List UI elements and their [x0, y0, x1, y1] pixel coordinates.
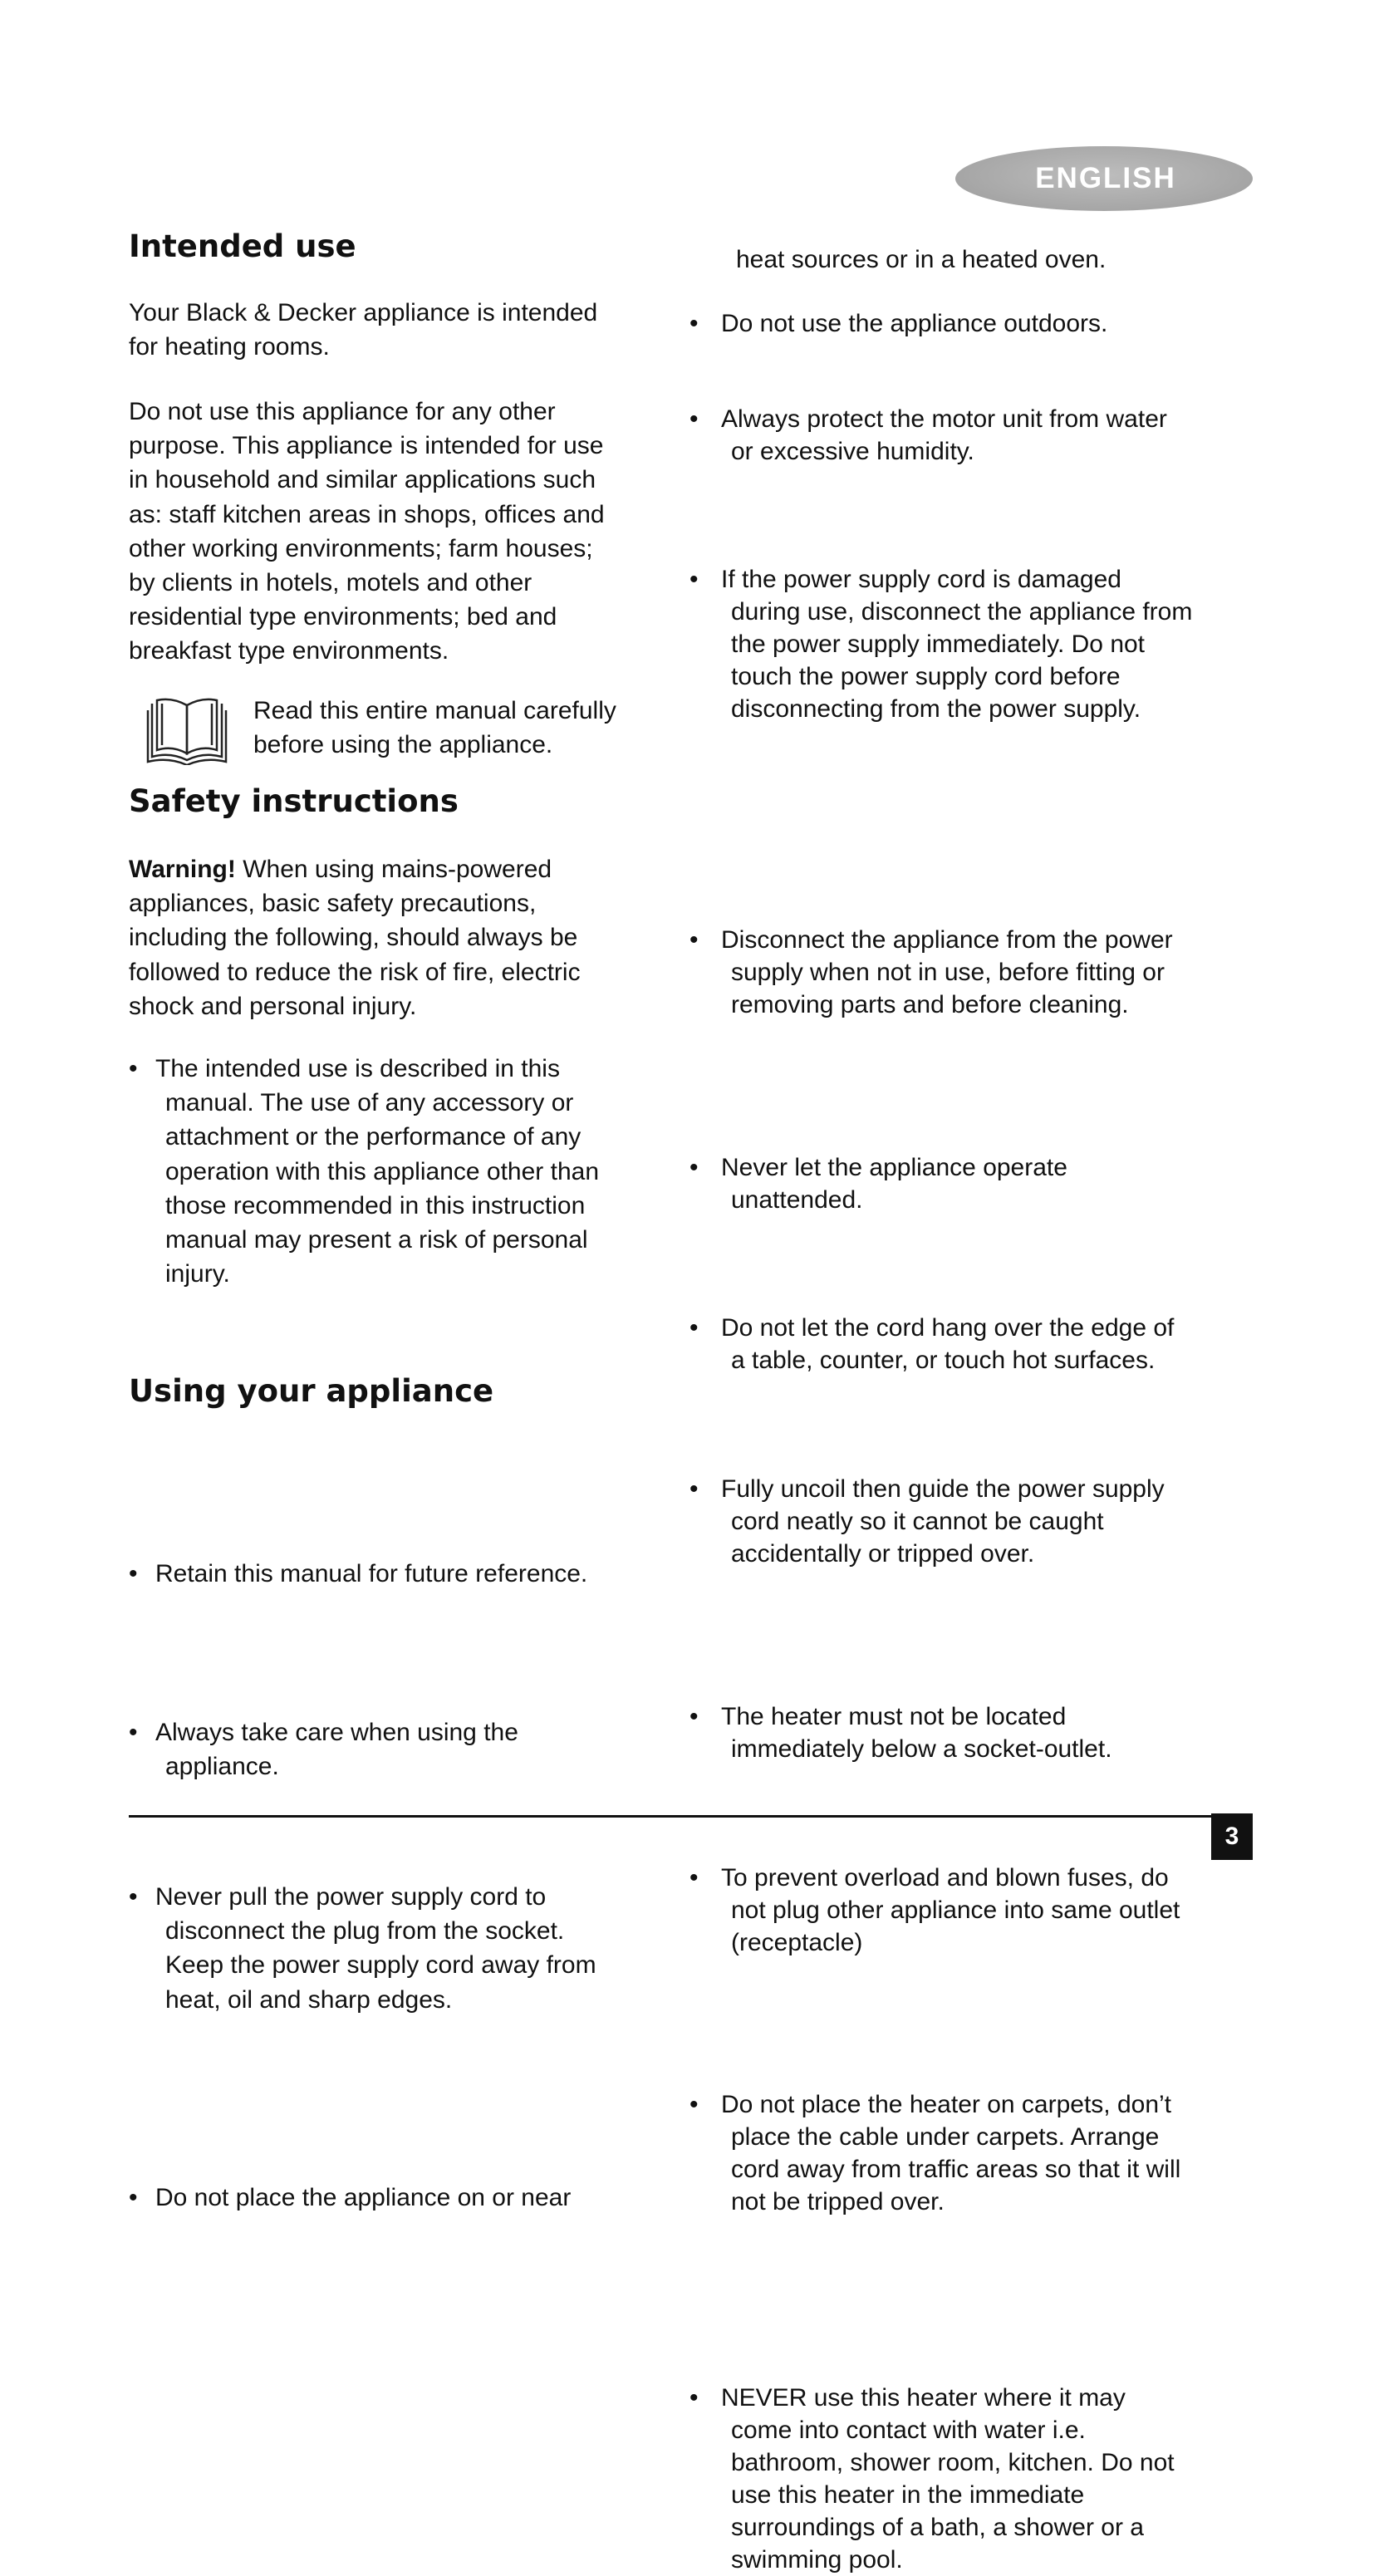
intended-use-paragraph-1: Your Black & Decker appliance is intended for heating rooms. — [129, 299, 598, 361]
list-item: • Disconnect the appliance from the power supply when not in use, before fitting or removing parts and before cleaning. — [689, 924, 1294, 1021]
list-item: • Do not let the cord hang over the edge of a table, counter, or touch hot surfaces. — [689, 1312, 1294, 1376]
bullet-icon: • — [689, 1475, 699, 1503]
bullet-icon: • — [129, 1560, 138, 1588]
safety-instructions-heading: Safety instructions — [129, 783, 459, 819]
bullet-icon: • — [689, 1154, 699, 1181]
list-item: • Fully uncoil then guide the power supply cord neatly so it cannot be caught accidentally or tripped over. — [689, 1473, 1294, 1570]
bullet-icon: • — [689, 405, 699, 433]
list-item: • Always take care when using the appliance. — [129, 1715, 695, 1784]
read-manual-note: Read this entire manual carefully before using the appliance. — [253, 697, 616, 759]
bullet-icon: • — [689, 1864, 699, 1892]
warning-paragraph: Warning! When using mains-powered appliances, basic safety precautions, including the following, should always be followed to reduce the risk of fire, electric shock and personal injury. — [129, 856, 581, 1020]
continued-text: heat sources or in a heated oven. — [736, 246, 1107, 273]
list-item: • Never let the appliance operate unattended. — [689, 1151, 1294, 1216]
language-tab: ENGLISH — [955, 146, 1253, 211]
footer-rule — [129, 1815, 1211, 1818]
bullet-icon: • — [129, 1883, 138, 1911]
bullet-icon: • — [689, 1703, 699, 1730]
bullet-icon: • — [129, 1718, 138, 1746]
open-book-icon — [145, 694, 228, 765]
list-item: • Do not place the heater on carpets, don’t place the cable under carpets. Arrange cord away from traffic areas so that it will not be tripped over. — [689, 2088, 1294, 2218]
using-appliance-heading: Using your appliance — [129, 1373, 494, 1409]
intended-use-paragraph-2: Do not use this appliance for any other purpose. This appliance is intended for use in household and similar applications such as: staff kitchen areas in shops, offices and other working environments; farm houses; by clients in hotels, motels and other residential type environments; bed and breakfast type environments. — [129, 398, 605, 665]
list-item: • Retain this manual for future reference. — [129, 1557, 695, 1591]
bullet-icon: • — [129, 1055, 138, 1082]
list-item: • NEVER use this heater where it may come into contact with water i.e. bathroom, shower room, kitchen. Do not use this heater in the immediate surroundings of a bath, a shower or a swimming pool. — [689, 2382, 1294, 2576]
bullet-icon: • — [689, 2091, 699, 2118]
list-item: • The heater must not be located immediately below a socket-outlet. — [689, 1700, 1294, 1765]
page-number: 3 — [1211, 1813, 1253, 1860]
right-column — [689, 0, 1263, 2574]
list-item: • Never pull the power supply cord to disconnect the plug from the socket. Keep the power supply cord away from heat, oil and sharp edges. — [129, 1880, 695, 2017]
list-item: • Do not place the appliance on or near — [129, 2181, 695, 2215]
bullet-icon: • — [689, 310, 699, 337]
bullet-icon: • — [689, 566, 699, 593]
bullet-icon: • — [689, 1314, 699, 1342]
warning-label: Warning! — [129, 856, 236, 883]
list-item: • To prevent overload and blown fuses, do not plug other appliance into same outlet (receptacle) — [689, 1862, 1294, 1959]
list-item: • Do not use the appliance outdoors. — [689, 307, 1294, 340]
list-item: • Always protect the motor unit from water or excessive humidity. — [689, 403, 1294, 468]
intended-use-heading: Intended use — [129, 228, 356, 264]
bullet-icon: • — [689, 2384, 699, 2412]
bullet-icon: • — [689, 926, 699, 954]
list-item: • If the power supply cord is damaged during use, disconnect the appliance from the power supply immediately. Do not touch the power supply cord before disconnecting from the power supply. — [689, 563, 1294, 725]
bullet-icon: • — [129, 2183, 138, 2211]
list-item: • The intended use is described in this manual. The use of any accessory or attachment or the performance of any operation with this appliance other than those recommended in this instruction manual may present a risk of personal injury. — [129, 1052, 695, 1291]
